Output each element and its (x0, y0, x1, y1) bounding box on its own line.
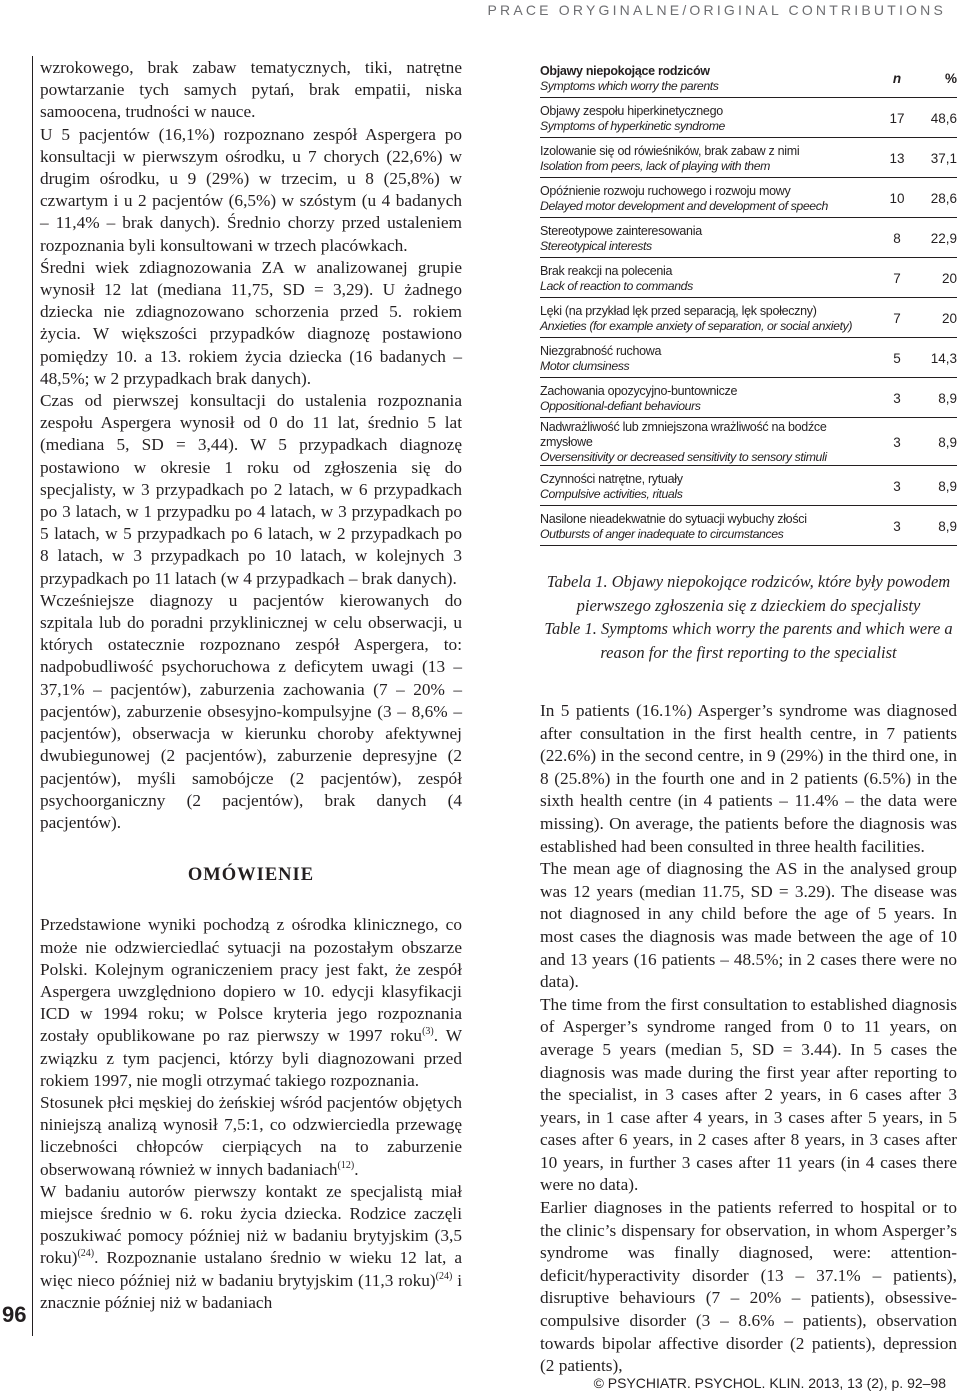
table-row (540, 258, 957, 298)
row-n: 3 (893, 518, 901, 534)
row-pl: Lęki (na przykład lęk przed separacją, lęk społeczny) (540, 303, 817, 318)
row-n: 5 (893, 350, 901, 366)
row-en: Delayed motor development and development of speech (540, 198, 828, 213)
right-column (540, 700, 957, 1378)
header-en: Symptoms which worry the parents (540, 78, 719, 93)
table-row (540, 378, 957, 418)
row-pl: Objawy zespołu hiperkinetycznego (540, 103, 723, 118)
row-en: Oversensitivity or decreased sensitivity to sensory stimuli (540, 450, 827, 464)
text-span: W badaniu autorów pierwszy kontakt ze specjalistą miał miejsce średnio w 6. roku życia dziecka. Rodzice zaczęli poszukiwać pomocy później niż w badaniu brytyjskim (3,5 roku) (40, 1181, 462, 1268)
row-label (540, 144, 875, 173)
header-pct: % (944, 70, 957, 86)
table-row (540, 98, 957, 138)
paragraph: Earlier diagnoses in the patients referred to hospital or to the clinic’s dispensary for observation, in whom Asperger’s syndrome was finally diagnosed, were: attention-deficit/hyperactivity disorder (13 – 37.1% – patients), disruptive behaviours (7 – 20% – patients), obsessive-compulsive disorder (3 – 8.6% – patients), observation towards bipolar affective disorder (2 patients), depression (2 patients), (540, 1198, 957, 1376)
row-pct: 28,6 (930, 190, 957, 206)
row-label (540, 104, 875, 133)
row-pct: 37,1 (930, 150, 957, 166)
paragraph (40, 1092, 462, 1181)
table-caption (540, 570, 957, 664)
paragraph: Wcześniejsze diagnozy u pacjentów kierowanych do szpitala lub do poradni przyklinicznej w celu obserwacji, u których ostatecznie rozpoznano zespół Aspergera, to: nadpobudliwość psychoruchowa z deficytem uwagi (13 – 37,1% – pacjentów), zaburzenia zachowania (7 – 20% – pacjentów), zaburzenie obsesyjno-kompulsyjne (3 – 8,6% – pacjentów), obserwacja w kierunku choroby afektywnej dwubiegunowej (2 pacjentów), zaburzenie depresyjne (2 pacjentów), myśli samobójcze (2 pacjentów), zespół psychoorganiczny (2 pacjentów), brak danych (4 pacjentów). (40, 590, 462, 832)
table-row (540, 466, 957, 506)
row-pl: Nasilone nieadekwatnie do sytuacji wybuchy złości (540, 511, 807, 526)
text-span: . Rozpoznanie ustalano średnio w wieku 12 lat, a więc nieco później niż w badaniu brytyjskim (11,3 roku) (40, 1248, 462, 1290)
row-en: Motor clumsiness (540, 358, 630, 373)
header-n: n (892, 70, 902, 86)
table-header-label (540, 64, 875, 93)
citation: (12) (337, 1159, 355, 1171)
header-pl: Objawy niepokojące rodziców (540, 63, 710, 78)
paragraph: Średni wiek zdiagnozowania ZA w analizowanej grupie wynosił 12 lat (mediana 11,75, SD = 3,29). U żadnego dziecka nie zdiagnozowano schorzenia przed 5. rokiem życia. W większości przypadków diagnozę postawiono pomiędzy 10. a 13. rokiem życia dziecka (16 badanych – 48,5%; w 2 przypadkach brak danych). (40, 257, 462, 388)
table-row (540, 138, 957, 178)
table-body (540, 98, 957, 546)
row-n: 7 (893, 310, 901, 326)
row-pl: Brak reakcji na polecenia (540, 263, 673, 278)
row-n: 10 (889, 190, 905, 206)
table-row (540, 418, 957, 466)
row-en: Oppositional-defiant behaviours (540, 398, 701, 413)
row-pct: 48,6 (930, 110, 957, 126)
row-n: 17 (889, 110, 905, 126)
row-pct: 14,3 (930, 350, 957, 366)
row-en: Stereotypical interests (540, 238, 652, 253)
table-header-row (540, 58, 957, 98)
table-row (540, 338, 957, 378)
row-label (540, 420, 875, 464)
journal-footer: © PSYCHIATR. PSYCHOL. KLIN. 2013, 13 (2), p. 92–98 (593, 1375, 946, 1391)
row-label (540, 384, 875, 413)
row-pct: 8,9 (938, 390, 957, 406)
row-pct: 22,9 (930, 230, 957, 246)
caption-en: Table 1. Symptoms which worry the parents and which were a reason for the first reporting to the specialist (544, 619, 953, 662)
paragraph: In 5 patients (16.1%) Asperger’s syndrome was diagnosed after consultation in the first health centre, in 7 patients (22.6%) in the second centre, in 9 (29%) in the third one, in 8 (25.8%) in the fourth one and in 2 patients (6.5%) in the sixth health centre (in 4 patients – 11.4% – the data were missing). On average, the patients before the diagnosis was established had been consulted in three health facilities. (540, 701, 957, 856)
paragraph (40, 1181, 462, 1314)
row-en: Lack of reaction to commands (540, 278, 693, 293)
row-label (540, 344, 875, 373)
margin-rule (32, 56, 33, 1336)
row-pct: 8,9 (938, 518, 957, 534)
table-row (540, 218, 957, 258)
table-row (540, 506, 957, 546)
text-span: . W związku z tym pacjenci, którzy byli diagnozowani przed rokiem 1997, nie mogli otrzymać takiego rozpoznania. (40, 1026, 463, 1090)
citation: (24) (435, 1270, 453, 1282)
row-label (540, 224, 875, 253)
table-row (540, 178, 957, 218)
row-label (540, 304, 875, 333)
paragraph: The time from the first consultation to established diagnosis of Asperger’s syndrome ranged from 0 to 11 years, on average 5 years (median 5, SD = 3.44). In 5 cases the diagnosis was made during the first year after reporting to the specialist, in 3 cases after 2 years, in 6 cases after 3 years, in 1 case after 4 years, in 3 cases after 5 years, in 5 cases after 6 years, in 2 cases after 8 years, in 3 cases after 10 years, in further 3 cases after 11 years (in 4 cases there were no data). (540, 994, 957, 1195)
row-n: 3 (893, 434, 901, 450)
row-n: 7 (893, 270, 901, 286)
caption-pl: Tabela 1. Objawy niepokojące rodziców, które były powodem pierwszego zgłoszenia się z dzieckiem do specjalisty (546, 572, 951, 615)
row-pl: Izolowanie się od rówieśników, brak zabaw z nimi (540, 143, 800, 158)
row-pl: Opóźnienie rozwoju ruchowego i rozwoju mowy (540, 183, 791, 198)
left-column (40, 57, 462, 1314)
row-n: 3 (893, 478, 901, 494)
row-en: Symptoms of hyperkinetic syndrome (540, 118, 725, 133)
paragraph: wzrokowego, brak zabaw tematycznych, tiki, natrętne powtarzanie tych samych pytań, brak empatii, niska samoocena, trudności w nauce. (40, 58, 462, 122)
row-pct: 8,9 (938, 434, 957, 450)
row-pl: Zachowania opozycyjno-buntownicze (540, 383, 738, 398)
row-n: 3 (893, 390, 901, 406)
paragraph: The mean age of diagnosing the AS in the analysed group was 12 years (median 11.75, SD = 3.29). The disease was not diagnosed in any child before the age of 5 years. In most cases the diagnosis was made between the age of 10 and 13 years (16 patients – 48.5%; in 2 cases there were no data). (540, 859, 957, 992)
section-title: OMÓWIENIE (187, 865, 315, 886)
row-label (540, 184, 875, 213)
citation: (24) (77, 1248, 95, 1260)
row-pl: Czynności natrętne, rytuały (540, 471, 683, 486)
paragraph: Czas od pierwszej konsultacji do ustalenia rozpoznania zespołu Aspergera wynosił od 0 do 11 lat, średnio 5 lat (mediana 5, SD = 3,44). W 5 przypadkach diagnozę postawiono w okresie 1 roku od zgłoszenia się do specjalisty, w 3 przypadkach po 2 latach, w 6 przypadkach po 3 latach, w 1 przypadku po 4 latach, w 3 przypadkach po 5 latach, w 5 przypadkach po 6 latach, w 2 przypadkach po 8 latach, w 3 przypadkach po 10 latach, w kolejnych 3 przypadkach po 11 latach (w 4 przypadkach – brak danych). (40, 391, 462, 588)
text-span: Przedstawione wyniki pochodzą z ośrodka klinicznego, co może nie odzwierciedlać sytuacji na pozostałym obszarze Polski. Kolejnym ograniczeniem pracy jest fakt, że zespół Aspergera uwzględniono dopiero w 10. edycji klasyfikacji ICD w 1994 roku; w Polsce kryteria jego rozpoznania zostały opublikowane po raz pierwszy w 1997 roku (40, 915, 462, 1046)
row-en: Outbursts of anger inadequate to circumstances (540, 526, 784, 541)
row-pl: Nadwrażliwość lub zmniejszona wrażliwość na bodźce zmysłowe (540, 420, 827, 449)
row-label (540, 472, 875, 501)
row-label (540, 264, 875, 293)
text-span: i znacznie później niż w badaniach (40, 1270, 462, 1312)
row-label (540, 512, 875, 541)
citation: (3) (422, 1026, 434, 1038)
row-pl: Stereotypowe zainteresowania (540, 223, 702, 238)
row-pl: Niezgrabność ruchowa (540, 343, 662, 358)
row-n: 13 (889, 150, 905, 166)
row-pct: 8,9 (938, 478, 957, 494)
paragraph (40, 914, 462, 1092)
table-row (540, 298, 957, 338)
running-header: PRACE ORYGINALNE/ORIGINAL CONTRIBUTIONS (487, 2, 946, 18)
row-en: Compulsive activities, rituals (540, 486, 683, 501)
symptoms-table (540, 58, 957, 546)
paragraph: U 5 pacjentów (16,1%) rozpoznano zespół Aspergera po konsultacji w pierwszym ośrodku, u 7 chorych (22,6%) w drugim ośrodku, u 9 (29%) w trzecim, u 8 (25,8%) w czwartym i u 2 pacjentów (6,5%) w szóstym (u 4 badanych – 11,4% – brak danych). Średnio chorzy przed ustaleniem rozpoznania byli konsultowani w trzech placówkach. (40, 124, 462, 255)
text-span: . (354, 1159, 359, 1179)
page-number: 96 (2, 1302, 27, 1327)
row-en: Anxieties (for example anxiety of separation, or social anxiety) (540, 318, 853, 333)
row-n: 8 (893, 230, 901, 246)
row-pct: 20 (941, 310, 957, 326)
row-pct: 20 (941, 270, 957, 286)
text-span: Stosunek płci męskiej do żeńskiej wśród pacjentów objętych niniejszą analizą wynosił 7,5:1, co odzwierciedla przewagę liczebności chłopców cierpiących na to zaburzenie obserwowaną również w innych badaniach (40, 1092, 462, 1179)
row-en: Isolation from peers, lack of playing with them (540, 158, 770, 173)
